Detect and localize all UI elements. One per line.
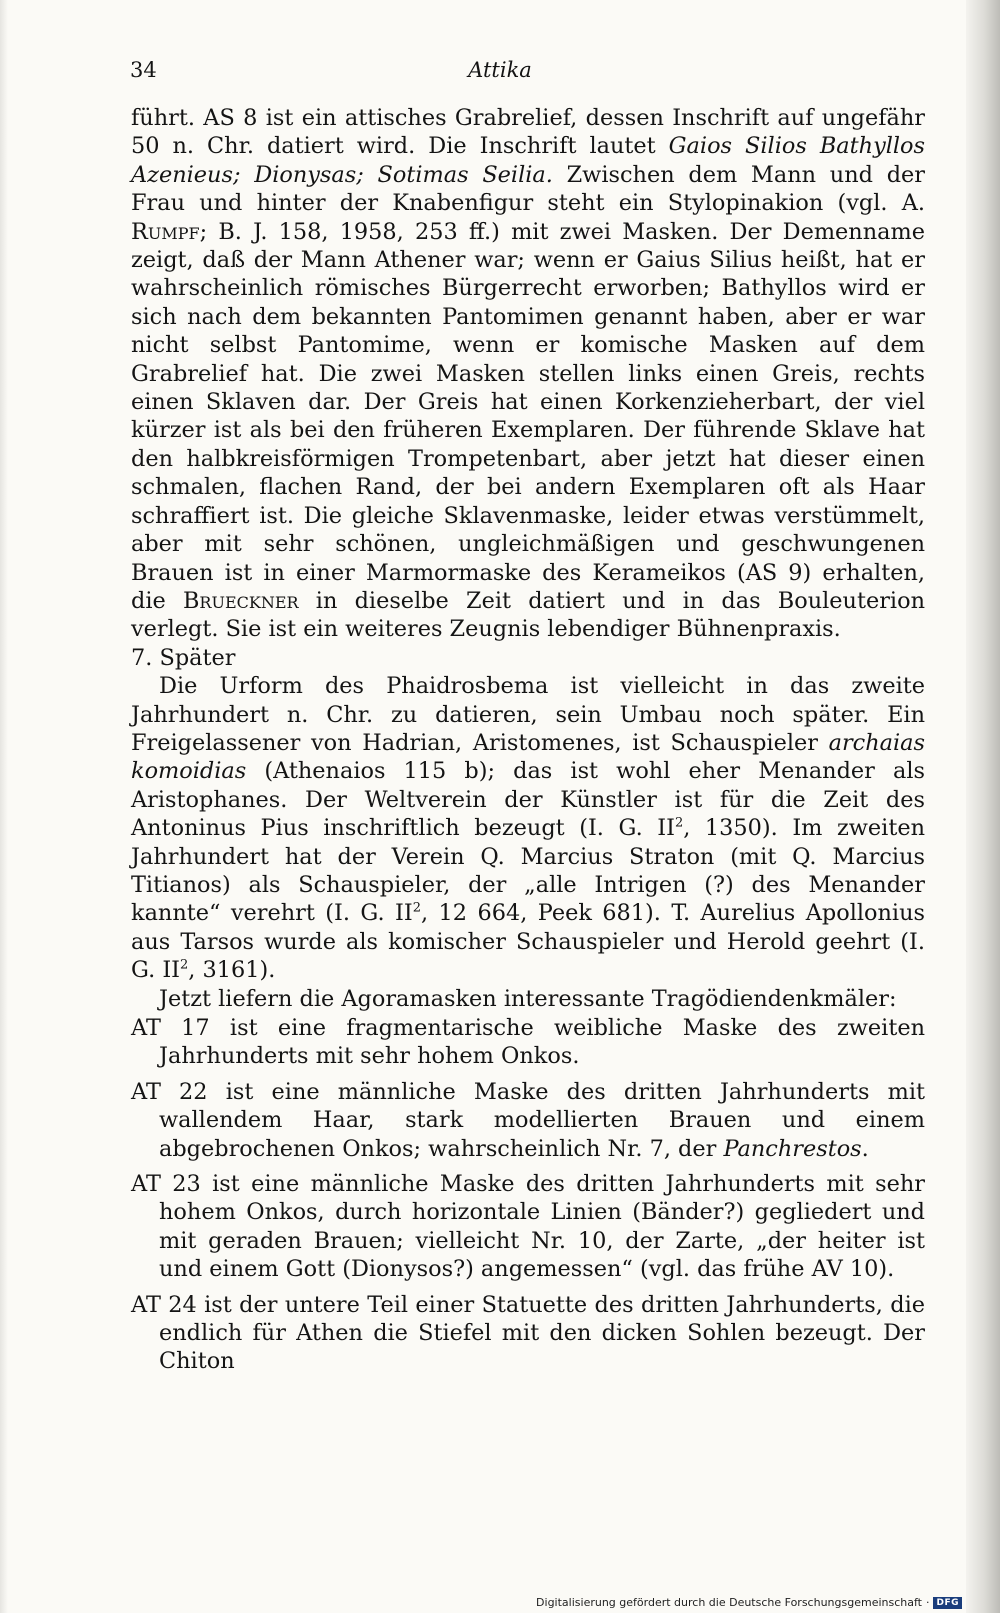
digitization-footer: Digitalisierung gefördert durch die Deutsche Forschungsgemeinschaft · DFG [536, 1596, 962, 1609]
paragraph-3: Jetzt liefern die Agoramasken interessante Tragödiendenkmäler: [159, 985, 897, 1012]
dfg-logo-icon: DFG [933, 1597, 962, 1609]
section-heading: 7. Später [131, 644, 236, 671]
page-edge-right [966, 0, 1000, 1613]
main-text [131, 104, 925, 1376]
paragraph-1: führt. AS 8 ist ein attisches Grabrelief, dessen Inschrift auf ungefähr 50 n. Chr. datiert wird. Die Inschrift lautet Gaios Silios Bathyllos Azenieus; Dionysas; Sotimas Seilia. Zwischen dem Mann und der Frau und hinter der Knabenfigur steht ein Stylopinakion (vgl. A. Rumpf; B. J. 158, 1958, 253 ff.) mit zwei Masken. Der Demenname zeigt, daß der Mann Athener war; wenn er Gaius Silius heißt, hat er wahrscheinlich römisches Bürgerrecht erworben; Bathyllos wird er sich nach dem bekannten Pantomimen genannt haben, aber er war nicht selbst Pantomime, wenn er komische Masken auf dem Grabrelief hat. Die zwei Masken stellen links einen Greis, rechts einen Sklaven dar. Der Greis hat einen Korkenzieherbart, der viel kürzer ist als bei den früheren Exemplaren. Der führende Sklave hat den halbkreisförmigen Trompetenbart, aber jetzt hat dieser einen schmalen, flachen Rand, der bei andern Exemplaren oft als Haar schraffiert ist. Die gleiche Sklavenmaske, leider etwas verstümmelt, aber mit sehr schönen, ungleichmäßigen und geschwungenen Brauen ist in einer Marmormaske des Kerameikos (AS 9) erhalten, die Brueckner in dieselbe Zeit datiert und in das Bouleuterion verlegt. Sie ist ein weiteres Zeugnis lebendiger Bühnenpraxis. [131, 105, 926, 643]
page-header [0, 58, 1000, 88]
entry-at24: AT 24 ist der untere Teil einer Statuette des dritten Jahrhunderts, die endlich für Athen die Stiefel mit den dicken Sohlen bezeugt. Der Chiton [131, 1291, 925, 1375]
page-number: 34 [130, 58, 157, 82]
footer-credit: Digitalisierung gefördert durch die Deutsche Forschungsgemeinschaft [536, 1596, 922, 1609]
paragraph-2: Die Urform des Phaidrosbema ist vielleicht in das zweite Jahrhundert n. Chr. zu datieren, sein Umbau noch später. Ein Freigelassener von Hadrian, Aristomenes, ist Schauspieler archaias komoidias (Athenaios 115 b); das ist wohl eher Menander als Aristophanes. Der Weltverein der Künstler ist für die Zeit des Antoninus Pius inschriftlich bezeugt (I. G. $II^2$, 1350). Im zweiten Jahrhundert hat der Verein Q. Marcius Straton (mit Q. Marcius Titianos) als Schauspieler, der „alle Intrigen (?) des Menander kannte“ verehrt (I. G. $II^2$, 12 664, Peek 681). T. Aurelius Apollonius aus Tarsos wurde als komischer Schauspieler und Herold geehrt (I. G. $II^2$, 3161). [131, 673, 925, 984]
entry-at23: AT 23 ist eine männliche Maske des dritten Jahrhunderts mit sehr hohem Onkos, durch horizontale Linien (Bänder?) gegliedert und mit geraden Brauen; vielleicht Nr. 10, der Zarte, „der heiter ist und einem Gott (Dionysos?) angemessen“ (vgl. das frühe AV 10). [131, 1171, 925, 1283]
entry-at22: AT 22 ist eine männliche Maske des dritten Jahrhunderts mit wallendem Haar, stark modellierten Brauen und einem abgebrochenen Onkos; wahrscheinlich Nr. 7, der Panchrestos. [131, 1078, 925, 1162]
running-head: Attika [468, 58, 532, 82]
entry-at17: AT 17 ist eine fragmentarische weibliche Maske des zweiten Jahrhunderts mit sehr hohem Onkos. [131, 1015, 925, 1070]
page-edge-left [0, 0, 8, 1613]
